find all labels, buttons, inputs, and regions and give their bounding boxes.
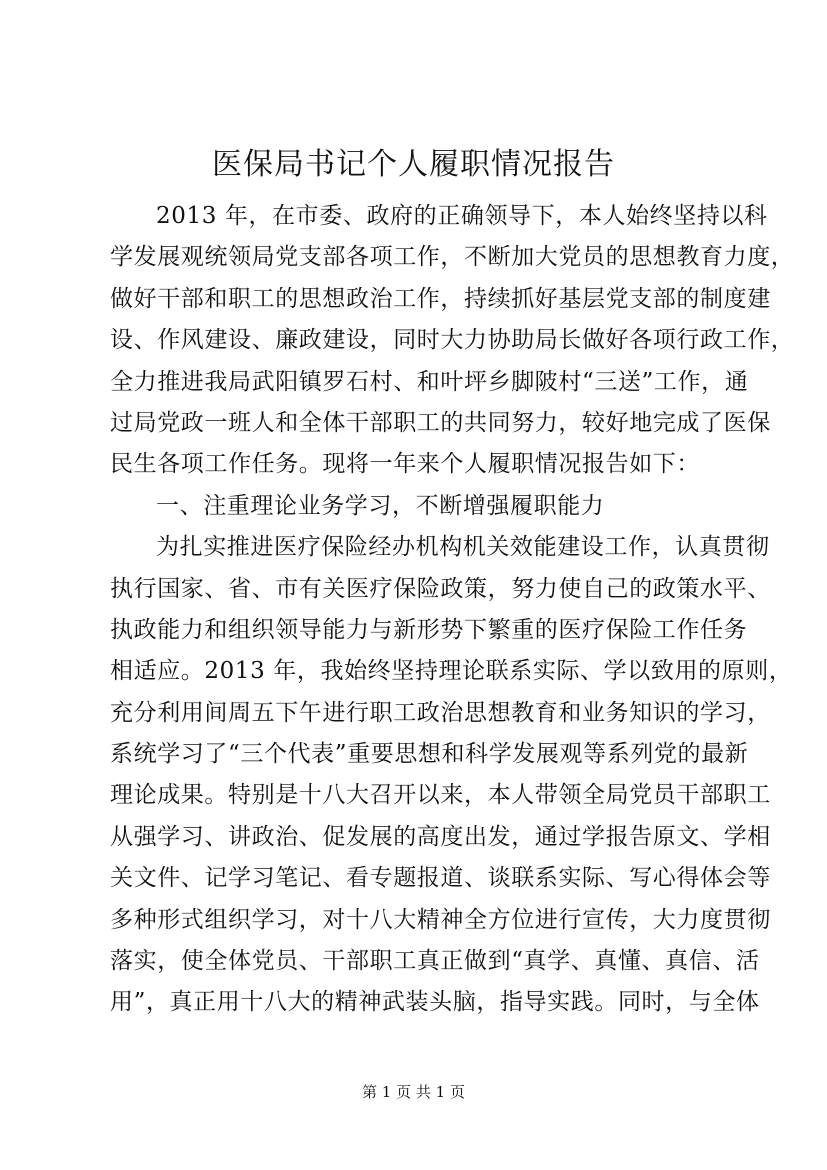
body-line: 从强学习、讲政治、促发展的高度出发，通过学报告原文、学相 [110, 823, 771, 850]
body-line: 用”，真正用十八大的精神武装头脑，指导实践。同时，与全体 [110, 989, 760, 1016]
body-line: 充分利用间周五下午进行职工政治思想教育和业务知识的学习， [110, 699, 771, 726]
body-line: 落实，使全体党员、干部职工真正做到“真学、真懂、真信、活 [110, 948, 760, 975]
body-line: 2013 年，在市委、政府的正确领导下，本人始终坚持以科 [156, 203, 768, 229]
body-line: 为扎实推进医疗保险经办机构机关效能建设工作，认真贯彻 [156, 534, 770, 561]
body-line: 民生各项工作任务。现将一年来个人履职情况报告如下： [110, 451, 700, 478]
body-line: 过局党政一班人和全体干部职工的共同努力，较好地完成了医保 [110, 409, 771, 436]
body-line: 系统学习了“三个代表”重要思想和科学发展观等系列党的最新 [110, 741, 749, 768]
page-footer: 第 1 页 共 1 页 [362, 1083, 465, 1101]
body-line: 执政能力和组织领导能力与新形势下繁重的医疗保险工作任务 [110, 616, 748, 643]
body-line: 设、作风建设、廉政建设，同时大力协助局长做好各项行政工作， [110, 327, 795, 354]
document-title: 医保局书记个人履职情况报告 [212, 147, 615, 182]
body-line: 执行国家、省、市有关医疗保险政策，努力使自己的政策水平、 [110, 575, 771, 602]
body-line: 相适应。2013 年，我始终坚持理论联系实际、学以致用的原则， [110, 658, 793, 685]
section-heading: 一、注重理论业务学习，不断增强履职能力 [156, 492, 605, 519]
body-line: 全力推进我局武阳镇罗石村、和叶坪乡脚陂村“三送”工作，通 [110, 368, 749, 395]
document-body [110, 196, 795, 1024]
body-line: 理论成果。特别是十八大召开以来，本人带领全局党员干部职工 [110, 782, 771, 809]
body-line: 学发展观统领局党支部各项工作，不断加大党员的思想教育力度， [110, 244, 795, 271]
body-line: 关文件、记学习笔记、看专题报道、谈联系实际、写心得体会等 [110, 865, 771, 892]
body-line: 多种形式组织学习，对十八大精神全方位进行宣传，大力度贯彻 [110, 906, 771, 933]
body-line: 做好干部和职工的思想政治工作，持续抓好基层党支部的制度建 [110, 285, 771, 312]
